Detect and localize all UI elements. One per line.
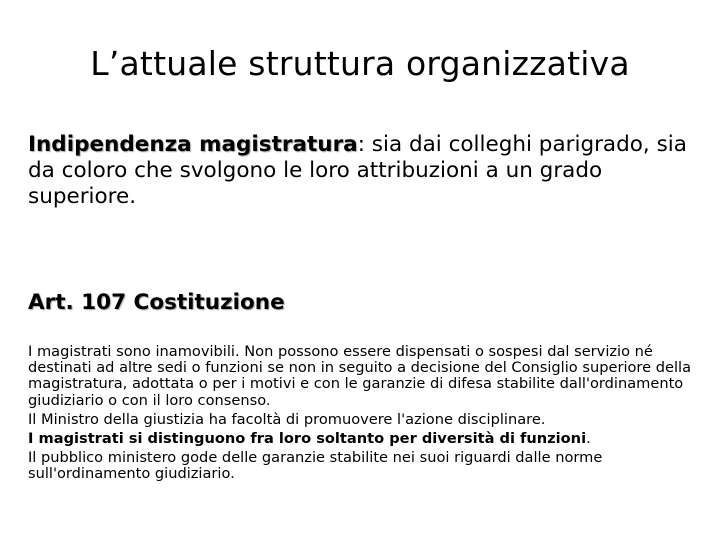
- article-paragraph-1: I magistrati sono inamovibili. Non possono essere dispensati o sospesi dal servizio né destinati ad altre sedi o funzioni se non in seguito a decisione del Consiglio superiore della magistratura, adottata o per i motivi e con le garanzie di difesa stabilite dall'ordinamento giudiziario o con il loro consenso.: [28, 343, 692, 409]
- slide-title: L’attuale struttura organizzativa: [90, 44, 630, 83]
- article-paragraph-3: [28, 431, 700, 447]
- intro-paragraph: [28, 132, 700, 210]
- article-heading: Art. 107 Costituzione: [28, 290, 285, 315]
- article-paragraph-4: Il pubblico ministero gode delle garanzie stabilite nei suoi riguardi dalle norme sull'ordinamento giudiziario.: [28, 449, 603, 483]
- article-paragraph-3-end: .: [586, 430, 591, 448]
- article-paragraph-2: Il Ministro della giustizia ha facoltà di promuovere l'azione disciplinare.: [28, 410, 546, 428]
- intro-text: : sia dai colleghi parigrado, sia da coloro che svolgono le loro attribuzioni a un grado superiore.: [28, 132, 687, 209]
- article-body: [28, 344, 700, 486]
- article-paragraph-3-bold: I magistrati si distinguono fra loro soltanto per diversità di funzioni: [28, 430, 587, 448]
- intro-term: Indipendenza magistratura: [28, 132, 358, 157]
